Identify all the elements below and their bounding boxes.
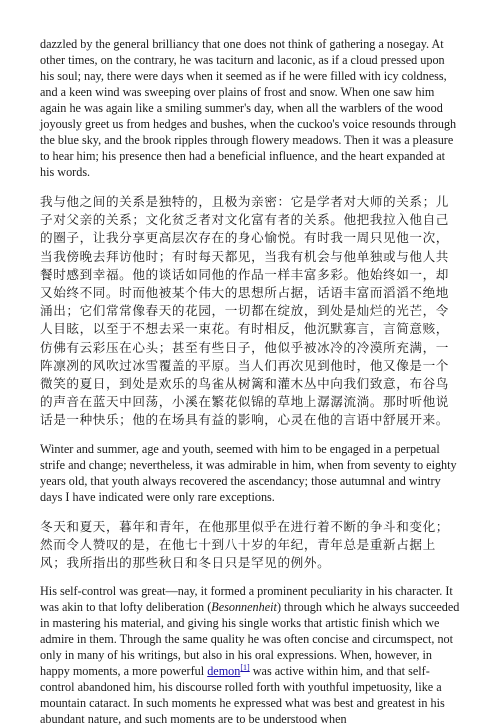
demon-link[interactable]: demon <box>207 664 241 679</box>
paragraph-chinese-2: 冬天和夏天，暮年和青年，在他那里似乎在进行着不断的争斗和变化；然而令人赞叹的是，在他七十到八十岁的年纪，青年总是重新占据上风；我所指出的那些秋日和冬日只是罕见的例外。 <box>40 518 450 571</box>
paragraph-text-segment: ) through which he always succeeded in mastering his material, and giving his single works that artistic finish which we admire in them. Through the same quality he was often concise and circumspect, not only in many of his writings, but also in his oral expressions. When, however, in happy moments, a more powerful <box>40 600 460 679</box>
paragraph-english-1: dazzled by the general brilliancy that one does not think of gathering a nosegay. At other times, on the contrary, he was taciturn and laconic, as if a cloud pressed upon his soul; nay, there were days when it seemed as if he were filled with icy coldness, and a keen wind was sweeping over plains of frost and snow. When one saw him again he was again like a smiling summer's day, when all the warblers of the wood joyously greet us from hedges and bushes, when the cuckoo's voice resounds through the blue sky, and the brook ripples through flowery meadows. Then it was a pleasure to hear him; his presence then had a beneficial influence, and the heart expanded at his words. <box>40 37 457 179</box>
paragraph-text-segment: His self-control was great—nay, it formed a prominent peculiarity in his character. It was akin to that lofty deliberation ( <box>40 584 453 615</box>
paragraph-chinese-1: 我与他之间的关系是独特的，且极为亲密：它是学者对大师的关系；儿子对父亲的关系；文化贫乏者对文化富有者的关系。他把我拉入他自己的圈子，让我分享更高层次存在的身心愉悦。有时我一周只见他一次，当我傍晚去拜访他时；有时每天都见，当我有机会与他单独或与他人共餐时感到幸福。他的谈话如同他的作品一样丰富多彩。他始终如一，却又始终不同。时而他被某个伟大的思想所占据，话语丰富而滔滔不绝地涌出；它们常常像春天的花园，一切都在绽放，到处是灿烂的光芒，令人目眩，以至于不想去采一束花。有时相反，他沉默寡言，言简意赅，仿佛有云彩压在心头；甚至有些日子，他似乎被冰冷的冷漠所充满，一阵凛冽的风吹过冰雪覆盖的平原。当人们再次见到他时，他又像是一个微笑的夏日，到处是欢乐的鸟雀从树篱和灌木丛中向我们致意，布谷鸟的声音在蓝天中回荡，小溪在繁花似锦的草地上潺潺流淌。那时听他说话是一种快乐；他的在场具有益的影响，心灵在他的言语中舒展开来。 <box>40 194 450 428</box>
paragraph-english-3 <box>40 583 460 727</box>
footnote-link[interactable]: [1] <box>240 663 250 673</box>
paragraph-english-2: Winter and summer, age and youth, seemed with him to be engaged in a perpetual strife and change; nevertheless, it was admirable in him, when from seventy to eighty years old, that youth always recovered the ascendancy; those autumnal and wintry days I have indicated were only rare exceptions. <box>40 441 457 504</box>
paragraph-text-segment: was active within him, and that self-control abandoned him, his discourse rolled forth with youthful impetuosity, like a mountain cataract. In such moments he expressed what was best and greatest in his abundant nature, and such moments are to be understood when <box>40 664 445 727</box>
italic-term: Besonnenheit <box>211 600 277 615</box>
